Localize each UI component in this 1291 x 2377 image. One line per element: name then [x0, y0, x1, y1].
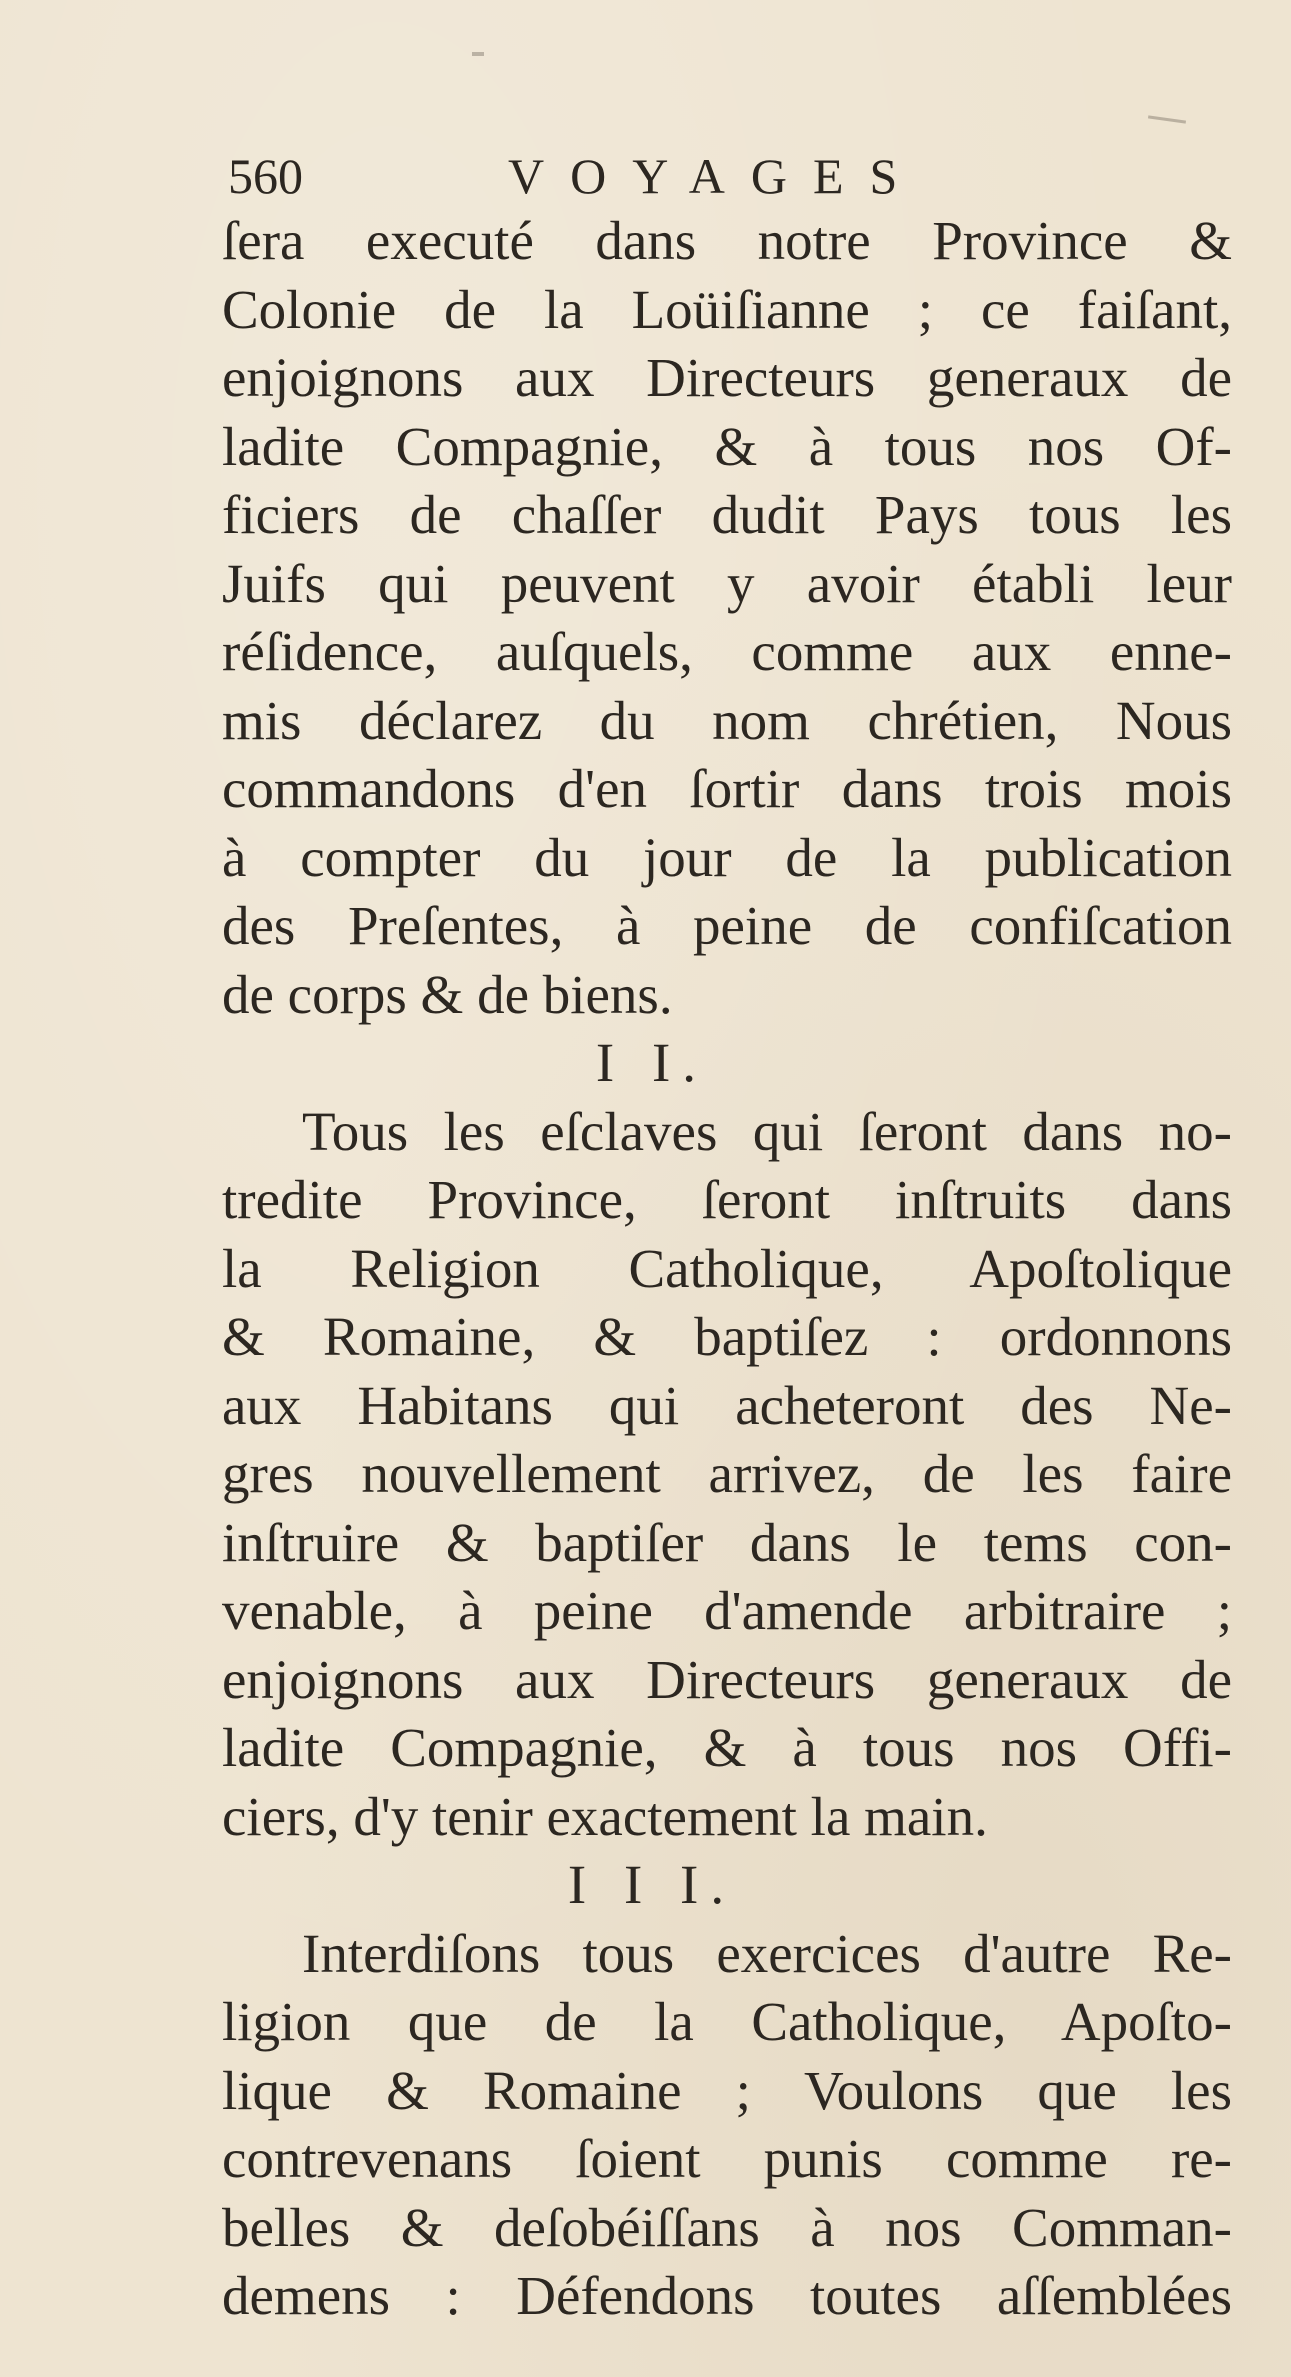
text-line: la Religion Catholique, Apoſtolique	[222, 1237, 1232, 1299]
article-heading-3: I I I.	[567, 1854, 737, 1915]
article-heading-2: I I.	[595, 1032, 709, 1093]
text-line: ciers, d'y tenir exactement la main.	[222, 1785, 988, 1847]
text-line: belles & deſobéiſſans à nos Comman-	[222, 2196, 1232, 2258]
text-line: de corps & de biens.	[222, 963, 673, 1025]
text-line: ladite Compagnie, & à tous nos Offi-	[222, 1717, 1232, 1778]
text-line: ficiers de chaſſer dudit Pays tous les	[222, 484, 1232, 545]
paper-speck	[1148, 115, 1186, 123]
text-line: inſtruire & baptiſer dans le tems con-	[222, 1511, 1232, 1573]
text-line: aux Habitans qui acheteront des Ne-	[222, 1374, 1232, 1436]
text-line: tredite Province, ſeront inſtruits dans	[222, 1169, 1232, 1230]
text-line: mis déclarez du nom chrétien, Nous	[222, 689, 1232, 751]
text-line: enjoignons aux Directeurs generaux de	[222, 347, 1232, 408]
text-line: enjoignons aux Directeurs generaux de	[222, 1648, 1232, 1710]
text-line: Tous les eſclaves qui ſeront dans no-	[302, 1100, 1232, 1162]
text-line: ligion que de la Catholique, Apoſto-	[222, 1991, 1232, 2052]
running-head	[228, 146, 923, 206]
text-line: ſera executé dans notre Province &	[222, 210, 1232, 271]
text-line: venable, à peine d'amende arbitraire ;	[222, 1580, 1232, 1641]
text-line: ladite Compagnie, & à tous nos Of-	[222, 415, 1232, 477]
text-line: & Romaine, & baptiſez : ordonnons	[222, 1306, 1232, 1367]
text-line: réſidence, auſquels, comme aux enne-	[222, 621, 1232, 682]
running-title: VOYAGES	[508, 148, 924, 204]
text-line: Colonie de la Loüiſianne ; ce faiſant,	[222, 278, 1232, 340]
paper-speck	[472, 52, 484, 56]
text-line: Juifs qui peuvent y avoir établi leur	[222, 552, 1232, 614]
text-line: lique & Romaine ; Voulons que les	[222, 2059, 1232, 2121]
text-line: contrevenans ſoient punis comme re-	[222, 2128, 1232, 2189]
text-line: des Preſentes, à peine de confiſcation	[222, 895, 1232, 956]
body-text	[222, 207, 1232, 2331]
text-line: Interdiſons tous exercices d'autre Re-	[302, 1922, 1232, 1984]
text-line: demens : Défendons toutes aſſemblées	[222, 2265, 1232, 2326]
text-line: à compter du jour de la publication	[222, 826, 1232, 888]
page-number: 560	[228, 148, 303, 204]
text-line: gres nouvellement arrivez, de les faire	[222, 1443, 1232, 1504]
text-line: commandons d'en ſortir dans trois mois	[222, 758, 1232, 819]
